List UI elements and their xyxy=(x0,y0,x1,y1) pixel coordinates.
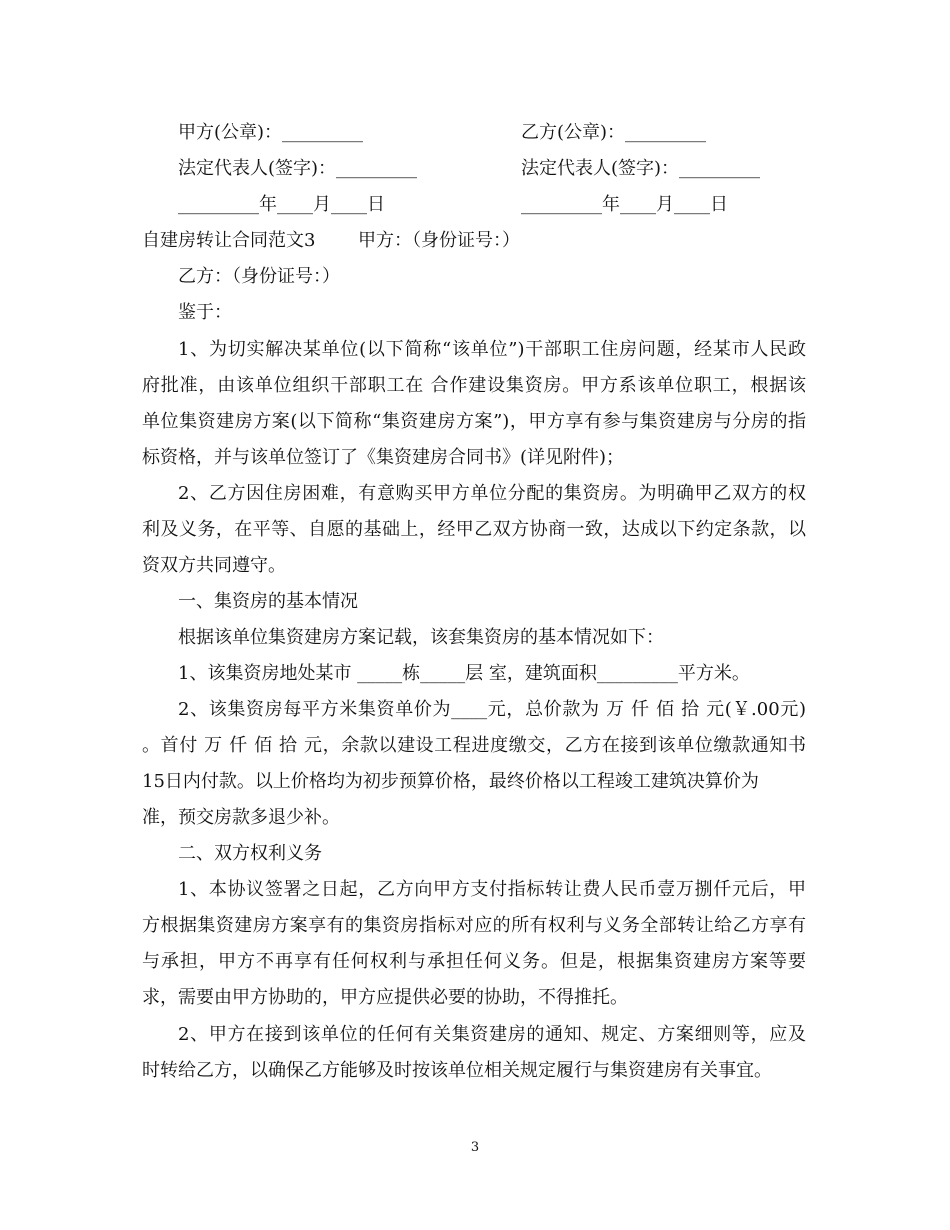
section-1-heading: 一、集资房的基本情况 xyxy=(178,591,358,612)
section-1-item-2-line-1: 2、该集资房每平方米集资单价为____元，总价款为 万 仟 佰 拾 元(￥.00元) xyxy=(178,699,806,720)
recital-2-line-3: 资双方共同遵守。 xyxy=(142,555,286,576)
whereas-heading: 鉴于： xyxy=(178,302,232,323)
recital-1-line-2: 府批准，由该单位组织干部职工在 合作建设集资房。甲方系该单位职工，根据该 xyxy=(142,375,806,396)
party-b-date-line: _________年____月____日 xyxy=(521,194,728,215)
section-2-item-2-line-1: 2、甲方在接到该单位的任何有关集资建房的通知、规定、方案细则等，应及 xyxy=(178,1024,806,1045)
party-b-representative-line: 法定代表人(签字)：_________ xyxy=(521,158,761,179)
recital-1-line-3: 单位集资建房方案(以下简称“集资建房方案”)，甲方享有参与集资建房与分房的指 xyxy=(142,411,806,432)
section-2-item-1-line-3: 与承担，甲方不再享有任何权利与承担任何义务。但是，根据集资建房方案等要 xyxy=(142,951,806,972)
section-2-item-1-line-4: 求，需要由甲方协助的，甲方应提供必要的协助，不得推托。 xyxy=(142,987,628,1008)
section-2-item-1-line-2: 方根据集资建房方案享有的集资房指标对应的所有权利与义务全部转让给乙方享有 xyxy=(142,915,806,936)
party-b-id-line: 乙方：（身份证号：） xyxy=(178,266,340,287)
section-1-item-2-line-4: 准，预交房款多退少补。 xyxy=(142,807,340,828)
document-title: 自建房转让合同范文3 xyxy=(142,230,316,251)
party-a-seal-line: 甲方(公章)：_________ xyxy=(178,122,364,143)
section-1-intro: 根据该单位集资建房方案记载，该套集资房的基本情况如下： xyxy=(178,627,664,648)
recital-2-line-2: 利及义务，在平等、自愿的基础上，经甲乙双方协商一致，达成以下约定条款，以 xyxy=(142,519,806,540)
section-2-heading: 二、双方权利义务 xyxy=(178,843,322,864)
party-a-date-line: _________年____月____日 xyxy=(178,194,385,215)
recital-1-line-4: 标资格，并与该单位签订了《集资建房合同书》(详见附件)； xyxy=(142,447,625,468)
party-b-seal-line: 乙方(公章)：_________ xyxy=(521,122,707,143)
section-1-item-1: 1、该集资房地处某市 _____栋_____层 室，建筑面积_________平方米。 xyxy=(178,663,750,684)
party-a-id-line: 甲方：（身份证号：） xyxy=(358,230,520,251)
recital-2-line-1: 2、乙方因住房困难，有意购买甲方单位分配的集资房。为明确甲乙双方的权 xyxy=(178,483,806,504)
recital-1-line-1: 1、为切实解决某单位(以下简称“该单位”)干部职工住房问题，经某市人民政 xyxy=(178,339,806,360)
section-1-item-2-line-3: 15日内付款。以上价格均为初步预算价格，最终价格以工程竣工建筑决算价为 xyxy=(142,771,759,792)
page-number: 3 xyxy=(470,1140,480,1155)
party-a-representative-line: 法定代表人(签字)：_________ xyxy=(178,158,418,179)
section-2-item-1-line-1: 1、本协议签署之日起，乙方向甲方支付指标转让费人民币壹万捌仟元后，甲 xyxy=(178,879,806,900)
section-2-item-2-line-2: 时转给乙方，以确保乙方能够及时按该单位相关规定履行与集资建房有关事宜。 xyxy=(142,1060,772,1081)
section-1-item-2-line-2: 。首付 万 仟 佰 拾 元，余款以建设工程进度缴交，乙方在接到该单位缴款通知书 xyxy=(142,735,806,756)
